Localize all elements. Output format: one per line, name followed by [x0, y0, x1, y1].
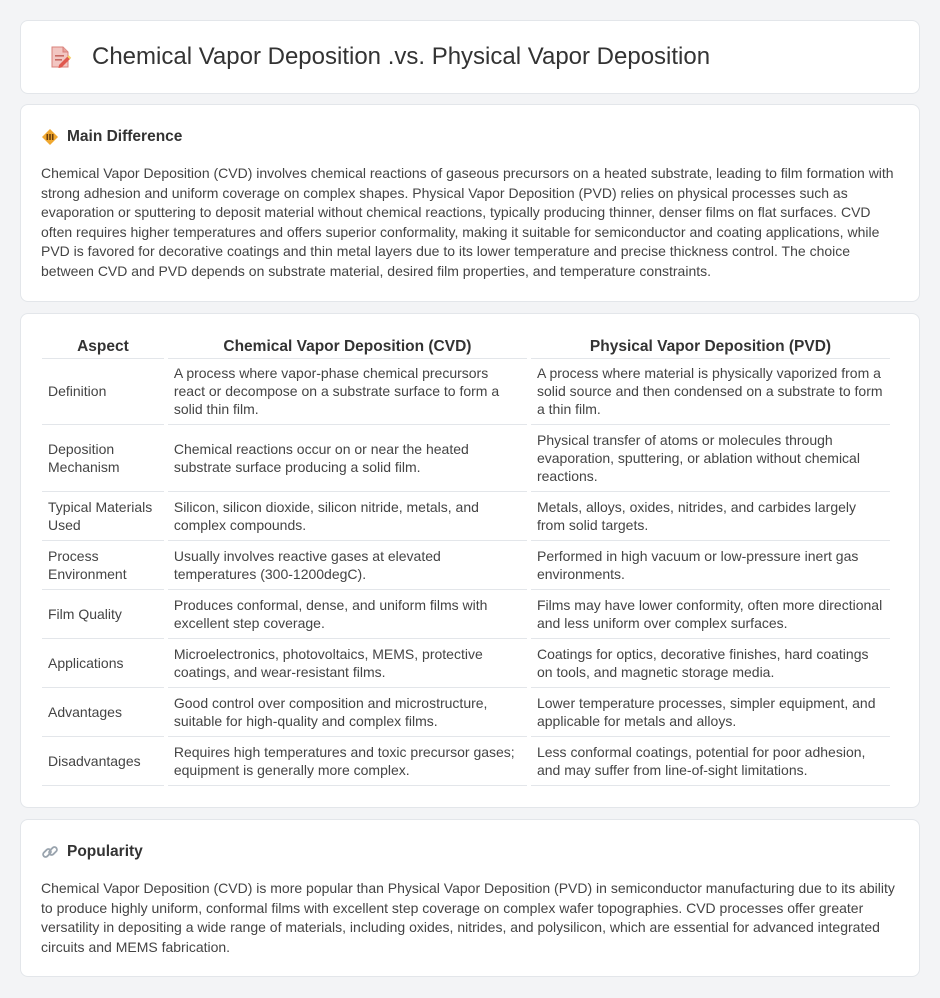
row-aspect: Film Quality — [42, 590, 164, 639]
header-pvd: Physical Vapor Deposition (PVD) — [531, 335, 890, 359]
row-aspect: Advantages — [42, 688, 164, 737]
popularity-section — [20, 819, 920, 977]
table-row — [42, 639, 890, 688]
table-row — [42, 737, 890, 786]
comparison-table — [38, 335, 894, 786]
comparison-section — [20, 313, 920, 808]
header-cvd: Chemical Vapor Deposition (CVD) — [168, 335, 527, 359]
header-card — [20, 20, 920, 94]
row-pvd: A process where material is physically vaporized from a solid source and then condensed on a substrate to form a thin film. — [531, 359, 890, 425]
row-aspect: Definition — [42, 359, 164, 425]
row-cvd: Microelectronics, photovoltaics, MEMS, protective coatings, and wear-resistant films. — [168, 639, 527, 688]
row-pvd: Lower temperature processes, simpler equipment, and applicable for metals and alloys. — [531, 688, 890, 737]
popularity-heading — [41, 842, 899, 862]
table-row — [42, 541, 890, 590]
main-difference-section — [20, 104, 920, 302]
row-pvd: Less conformal coatings, potential for poor adhesion, and may suffer from line-of-sight limitations. — [531, 737, 890, 786]
table-row — [42, 359, 890, 425]
main-difference-title: Main Difference — [67, 128, 183, 145]
row-pvd: Films may have lower conformity, often more directional and less uniform over complex surfaces. — [531, 590, 890, 639]
link-icon — [41, 843, 59, 861]
row-aspect: Process Environment — [42, 541, 164, 590]
header-aspect: Aspect — [42, 335, 164, 359]
row-aspect: Disadvantages — [42, 737, 164, 786]
row-aspect: Applications — [42, 639, 164, 688]
row-pvd: Physical transfer of atoms or molecules through evaporation, sputtering, or ablation without chemical reactions. — [531, 425, 890, 492]
row-cvd: A process where vapor-phase chemical precursors react or decompose on a substrate surface to form a solid thin film. — [168, 359, 527, 425]
table-row — [42, 425, 890, 492]
page-title: Chemical Vapor Deposition .vs. Physical Vapor Deposition — [92, 43, 711, 70]
table-row — [42, 688, 890, 737]
document-edit-icon — [47, 44, 73, 70]
popularity-text: Chemical Vapor Deposition (CVD) is more popular than Physical Vapor Deposition (PVD) in semiconductor manufacturing due to its ability to produce highly uniform, conformal films with excellent step coverage on complex wafer topographies. CVD processes offer greater versatility in depositing a wide range of materials, including oxides, nitrides, and polysilicon, which are essential for advanced integrated circuits and MEMS fabrication. — [41, 880, 895, 955]
row-aspect: Deposition Mechanism — [42, 425, 164, 492]
diamond-warning-icon — [41, 128, 59, 146]
row-aspect: Typical Materials Used — [42, 492, 164, 541]
row-pvd: Performed in high vacuum or low-pressure inert gas environments. — [531, 541, 890, 590]
row-cvd: Requires high temperatures and toxic precursor gases; equipment is generally more complex. — [168, 737, 527, 786]
row-cvd: Usually involves reactive gases at elevated temperatures (300-1200degC). — [168, 541, 527, 590]
row-pvd: Coatings for optics, decorative finishes, hard coatings on tools, and magnetic storage media. — [531, 639, 890, 688]
row-cvd: Good control over composition and microstructure, suitable for high-quality and complex films. — [168, 688, 527, 737]
row-cvd: Chemical reactions occur on or near the heated substrate surface producing a solid film. — [168, 425, 527, 492]
table-row — [42, 492, 890, 541]
main-difference-heading — [41, 127, 899, 147]
main-difference-text: Chemical Vapor Deposition (CVD) involves chemical reactions of gaseous precursors on a heated substrate, leading to film formation with strong adhesion and uniform coverage on complex shapes. Physical Vapor Deposition (PVD) relies on physical processes such as evaporation or sputtering to deposit material without chemical reactions, typically producing thinner, denser films on flat surfaces. CVD often requires higher temperatures and offers superior conformality, making it suitable for semiconductor and coating applications, while PVD is favored for decorative coatings and thin metal layers due to its lower temperature and precise thickness control. The choice between CVD and PVD depends on substrate material, desired film properties, and temperature constraints. — [41, 165, 894, 279]
row-cvd: Produces conformal, dense, and uniform films with excellent step coverage. — [168, 590, 527, 639]
row-cvd: Silicon, silicon dioxide, silicon nitride, metals, and complex compounds. — [168, 492, 527, 541]
popularity-title: Popularity — [67, 843, 143, 860]
table-header-row — [42, 335, 890, 359]
table-row — [42, 590, 890, 639]
row-pvd: Metals, alloys, oxides, nitrides, and carbides largely from solid targets. — [531, 492, 890, 541]
